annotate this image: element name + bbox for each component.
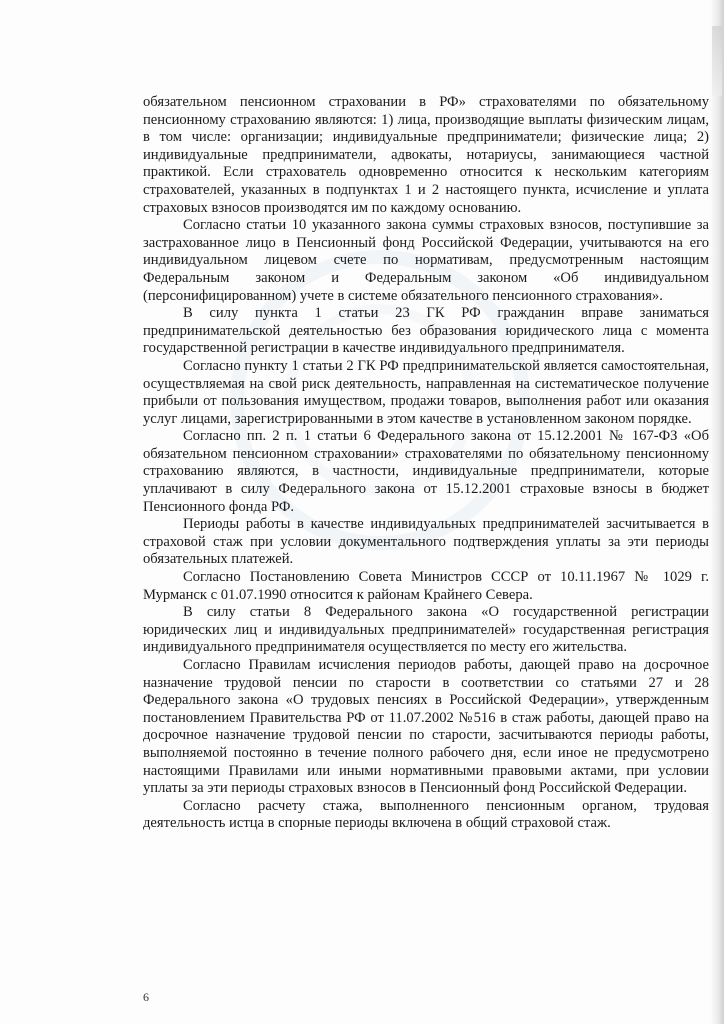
paragraph-article-6: Согласно пп. 2 п. 1 статьи 6 Федерального закона от 15.12.2001 № 167-ФЗ «Об обязательном пенсионном страховании» страхователями по обязательному пенсионному страхованию являются, в частности, индивидуальные предприниматели, которые уплачивают в силу Федерального закона от 15.12.2001 страховые взносы в бюджет Пенсионного фонда РФ.	[143, 428, 709, 515]
page-edge-shadow	[710, 0, 724, 1024]
page-number: 6	[143, 990, 149, 1004]
scan-mark	[712, 26, 722, 96]
paragraph-periods: Периоды работы в качестве индивидуальных предпринимателей засчитывается в страховой стаж при условии документального подтверждения уплаты за эти периоды обязательных платежей.	[143, 516, 709, 568]
paragraph-article-8: В силу статьи 8 Федерального закона «О государственной регистрации юридических лиц и индивидуальных предпринимателей» государственная регистрация индивидуального предпринимателя осуществляется по месту его жительства.	[143, 604, 709, 656]
paragraph-article-2: Согласно пункту 1 статьи 2 ГК РФ предпринимательской является самостоятельная, осуществляемая на свой риск деятельность, направленная на систематическое получение прибыли от пользования имуществом, продажи товаров, выполнения работ или оказания услуг лицами, зарегистрированными в этом качестве в установленном законом порядке.	[143, 357, 709, 427]
paragraph-article-23: В силу пункта 1 статьи 23 ГК РФ гражданин вправе заниматься предпринимательской деятельностью без образования юридического лица с момента государственной регистрации в качестве индивидуального предпринимателя.	[143, 305, 709, 357]
paragraph-calculation: Согласно расчету стажа, выполненного пенсионным органом, трудовая деятельность истца в спорные периоды включена в общий страховой стаж.	[143, 797, 709, 832]
paragraph-rules: Согласно Правилам исчисления периодов работы, дающей право на досрочное назначение трудовой пенсии по старости в соответствии со статьями 27 и 28 Федерального закона «О трудовых пенсиях в Российской Федерации», утвержденным постановлением Правительства РФ от 11.07.2002 №516 в стаж работы, дающей право на досрочное назначение трудовой пенсии по старости, засчитываются периоды работы, выполняемой постоянно в течение полного рабочего дня, если иное не предусмотрено настоящими Правилами или иными нормативными правовыми актами, при условии уплаты за эти периоды страховых взносов в Пенсионный фонд Российской Федерации.	[143, 657, 709, 797]
paragraph-continuation: обязательном пенсионном страховании в РФ» страхователями по обязательному пенсионному страхованию являются: 1) лица, производящие выплаты физическим лицам, в том числе: организации; индивидуальные предприниматели; физические лица; 2) индивидуальные предприниматели, адвокаты, нотариусы, занимающиеся частной практикой. Если страхователь одновременно относится к нескольким категориям страхователей, указанных в подпунктах 1 и 2 настоящего пункта, исчисление и уплата страховых взносов производятся им по каждому основанию.	[143, 94, 709, 216]
paragraph-article-10: Согласно статьи 10 указанного закона суммы страховых взносов, поступившие за застрахованное лицо в Пенсионный фонд Российской Федерации, учитываются на его индивидуальном лицевом счете по нормативам, предусмотренным настоящим Федеральным законом и Федеральным законом «Об индивидуальном (персонифицированном) учете в системе обязательного пенсионного страхования».	[143, 217, 709, 304]
document-body	[143, 94, 709, 833]
paragraph-council-decree: Согласно Постановлению Совета Министров СССР от 10.11.1967 № 1029 г. Мурманск с 01.07.1990 относится к районам Крайнего Севера.	[143, 569, 709, 603]
